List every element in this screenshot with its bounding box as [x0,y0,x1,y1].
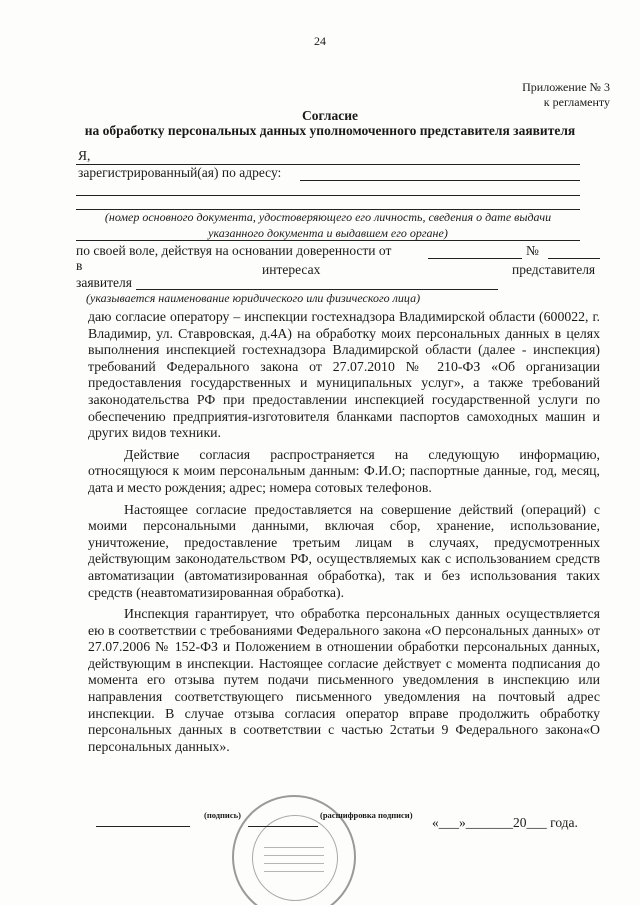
document-underline [76,240,580,241]
appendix-line-1: Приложение № 3 [522,80,610,94]
in-label: в [76,258,83,273]
address-line-2 [76,195,580,196]
consent-body [88,309,600,760]
address-label: зарегистрированный(ая) по адресу: [78,165,282,180]
appendix-line-2: к регламенту [543,95,610,109]
signature-line [96,826,190,827]
proxy-number-label: № [526,243,539,258]
title-line-1: Согласие [301,108,359,123]
representative-label: представителя [512,262,596,277]
applicant-line [136,289,498,290]
decode-line [248,826,318,827]
interests-label: интересах [262,262,321,277]
entity-note: (указывается наименование юридического или физического лица) [86,291,421,305]
appendix-label [522,80,610,110]
proxy-number-line [548,258,600,259]
address-line-1 [300,180,580,181]
paragraph-scope: Действие согласия распространяется на следующую информацию, относящуюся к моим персональным данным: Ф.И.О; паспортные данные, год, месяц, дата и место рождения; адрес; номера сотовых телефонов. [88,446,600,495]
proxy-date-line [428,258,522,259]
proxy-label: по своей воле, действуя на основании доверенности от [76,243,392,258]
document-note-2: указанного документа и выдавшем его органе) [208,226,448,240]
document-title [20,108,640,138]
date-field: «___»_______20___ года. [432,815,578,830]
paragraph-guarantee: Инспекция гарантирует, что обработка персональных данных осуществляется ею в соответствии с требованиями Федерального закона «О персональных данных» от 27.07.2006 № 152-ФЗ и Положением в отношении обработки персональных данных, действующим в инспекции. Настоящее согласие действует с момента подписания до момента его отзыва путем подачи письменного уведомления в инспекцию или направления соответствующего письменного уведомления на почтовый адрес инспекции. В случае отзыва согласия оператор вправе продолжить обработку персональных данных в соответствии с частью 2статьи 9 Федерального закона«О персональных данных». [88,606,600,754]
paragraph-actions: Настоящее согласие предоставляется на совершение действий (операций) с моими персональными данными, включая сбор, хранение, использование, уничтожение, предоставление третьим лицам в случаях, предусмотренных действующим законодательством РФ, осуществляемых как с использованием средств автоматизации (автоматизированная обработка), так и без использования таких средств (неавтоматизированная обработка). [88,501,600,600]
document-note-1: (номер основного документа, удостоверяющего его личность, сведения о дате выдачи [104,210,552,224]
ya-label: Я, [78,148,91,163]
decode-label: (расшифровка подписи) [320,810,413,820]
applicant-label: заявителя [76,275,132,290]
paragraph-consent: даю согласие оператору – инспекции гостехнадзора Владимирской области (600022, г. Владимир, ул. Ставровская, д.4А) на обработку моих персональных данных в целях выполнения инспекцией гостехнадзора Владимирской области (далее - инспекция) требований Федерального закона от 27.07.2010 № 210-ФЗ «Об организации предоставления государственных и муниципальных услуг», а также требований законодательства РФ при предоставлении инспекцией государственной услуги по обеспечению предприятия-изготовителя бланками паспортов самоходных машин и других видов техники. [88,309,600,441]
title-line-2: на обработку персональных данных уполномоченного представителя заявителя [84,123,576,138]
page-number: 24 [314,34,326,48]
signature-label: (подпись) [204,810,241,820]
